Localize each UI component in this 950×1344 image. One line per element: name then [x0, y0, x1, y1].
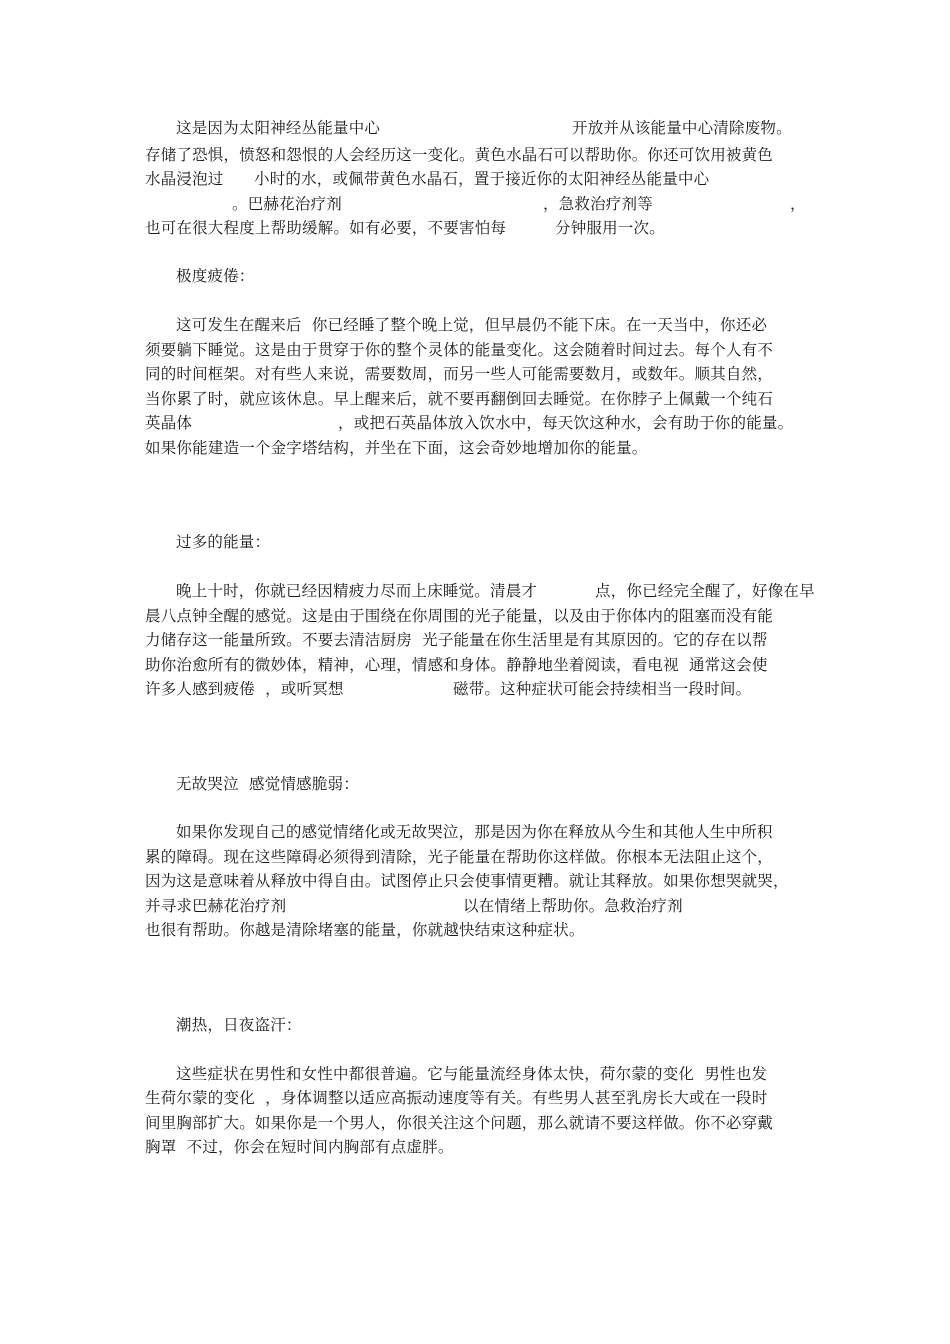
heading-crying-fragile: 无故哭泣 感觉情感脆弱：	[176, 775, 359, 793]
p1-line3-b: 小时的水，或佩带黄色水晶石，置于接近你的太阳神经丛能量中心	[254, 170, 710, 188]
p1-line3-a: 水晶浸泡过	[145, 170, 224, 188]
p3-line2: 晨八点钟全醒的感觉。这是由于围绕在你周围的光子能量，以及由于你体内的阻塞而没有能	[145, 607, 774, 625]
heading-extreme-fatigue: 极度疲倦：	[176, 267, 255, 285]
p2-line4: 当你累了时，就应该休息。早上醒来后，就不要再翻倒回去睡觉。在你脖子上佩戴一个纯石	[145, 390, 774, 408]
p4-line2: 累的障碍。现在这些障碍必须得到清除，光子能量在帮助你这样做。你根本无法阻止这个，	[145, 848, 774, 866]
p3-line5-b: 磁带。这种症状可能会持续相当一段时间。	[453, 680, 752, 698]
p5-line3: 间里胸部扩大。如果你是一个男人，你很关注这个问题，那么就请不要这样做。你不必穿戴	[145, 1114, 774, 1132]
p1-line5-b: 分钟服用一次。	[555, 219, 665, 237]
heading-hot-flashes: 潮热，日夜盗汗：	[176, 1016, 302, 1034]
p2-line5-b: ，或把石英晶体放入饮水中，每天饮这种水，会有助于你的能量。	[338, 414, 794, 432]
p1-line4-c: ，	[790, 195, 806, 213]
p3-line1-a: 晚上十时，你就已经因精疲力尽而上床睡觉。清晨才	[176, 582, 538, 600]
p2-line6: 如果你能建造一个金字塔结构，并坐在下面，这会奇妙地增加你的能量。	[145, 439, 648, 457]
p3-line5	[145, 679, 752, 759]
p1-line5-a: 也可在很大程度上帮助缓解。如有必要，不要害怕每	[145, 219, 507, 237]
p2-line1: 这可发生在醒来后 你已经睡了整个晚上觉，但早晨仍不能下床。在一天当中，你还必	[176, 316, 768, 334]
p2-line2: 须要躺下睡觉。这是由于贯穿于你的整个灵体的能量变化。这会随着时间过去。每个人有不	[145, 341, 774, 359]
p2-line5-a: 英晶体	[145, 414, 193, 432]
p4-line4-a: 并寻求巴赫花治疗剂	[145, 897, 287, 915]
p5-line2: 生荷尔蒙的变化 ，身体调整以适应高振动速度等有关。有些男人甚至乳房长大或在一段时	[145, 1089, 768, 1107]
p4-line5: 也很有帮助。你越是清除堵塞的能量，你就越快结束这种症状。	[145, 921, 585, 939]
p5-line1: 这些症状在男性和女性中都很普遍。它与能量流经身体太快，荷尔蒙的变化 男性也发	[176, 1065, 768, 1083]
p1-line1-a: 这是因为太阳神经丛能量中心	[176, 119, 381, 137]
p3-line3: 力储存这一能量所致。不要去清洁厨房 光子能量在你生活里是有其原因的。它的存在以帮	[145, 631, 768, 649]
p2-line3: 同的时间框架。对有些人来说，需要数周，而另一些人可能需要数月，或数年。顺其自然，	[145, 365, 774, 383]
p1-line2: 存储了恐惧，愤怒和怨恨的人会经历这一变化。黄色水晶石可以帮助你。你还可饮用被黄色	[145, 146, 774, 164]
p3-line1-b: 点，你已经完全醒了，好像在早	[595, 582, 815, 600]
p1-line1-b: 开放并从该能量中心清除废物。	[572, 119, 792, 137]
p3-line4: 助你治愈所有的微妙体，精神，心理，情感和身体。静静地坐着阅读，看电视 通常这会使	[145, 656, 768, 674]
p4-line4-b: 以在情绪上帮助你。急救治疗剂	[463, 897, 683, 915]
p5-line4: 胸罩 不过，你会在短时间内胸部有点虚胖。	[145, 1138, 454, 1156]
heading-excess-energy: 过多的能量：	[176, 533, 271, 551]
p4-line1: 如果你发现自己的感觉情绪化或无故哭泣，那是因为你在释放从今生和其他人生中所积	[176, 823, 773, 841]
p4-line3: 因为这是意味着从释放中得自由。试图停止只会使事情更糟。就让其释放。如果你想哭就哭，	[145, 872, 789, 890]
p3-line5-a: 许多人感到疲倦 ，或听冥想	[145, 680, 344, 698]
p1-line4-a: 。巴赫花治疗剂	[232, 195, 342, 213]
p1-line4-b: ，急救治疗剂等	[543, 195, 653, 213]
